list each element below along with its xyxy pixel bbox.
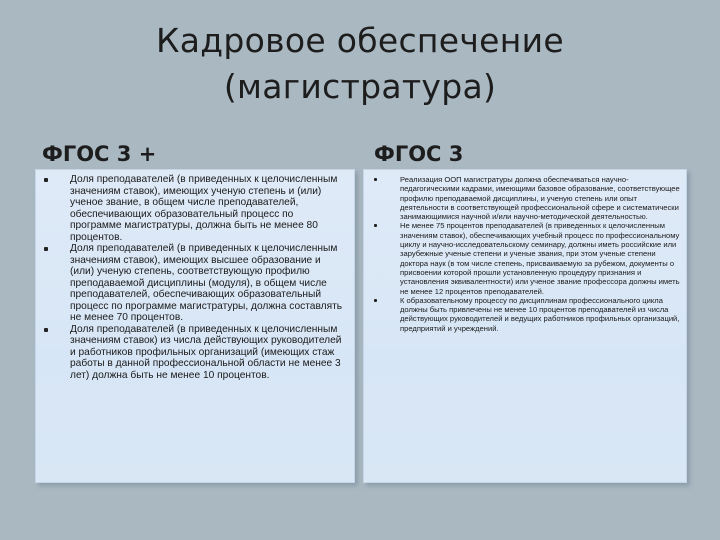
bullet-icon <box>44 247 48 251</box>
bullet-icon <box>374 178 377 181</box>
list-item <box>70 174 346 243</box>
list-item <box>400 175 680 221</box>
right-column-heading: ФГОС 3 <box>374 142 464 166</box>
left-bullet-list <box>70 174 346 381</box>
slide-title-line-1: Кадровое обеспечение <box>155 21 565 60</box>
right-content-panel <box>363 169 687 483</box>
list-item <box>70 324 346 382</box>
left-column-heading: ФГОС 3 + <box>42 142 157 166</box>
bullet-icon <box>374 224 377 227</box>
slide-title <box>80 18 640 110</box>
left-content-panel <box>35 169 355 483</box>
list-item <box>400 296 680 333</box>
bullet-icon <box>374 299 377 302</box>
bullet-icon <box>44 178 48 182</box>
list-item-text: Реализация ООП магистратуры должна обеспечиваться научно-педагогическими кадрами, имеющими базовое образование, соответствующее профилю преподаваемой дисциплины, и ученую степень или опыт деятельности в соответствующей профессиональной сфере и систематически занимающимися научной и/или научно-методической деятельностью. <box>400 175 680 222</box>
list-item-text: Доля преподавателей (в приведенных к целочисленным значениям ставок) из числа действующих руководителей и работников профильных организаций (имеющих стаж работы в данной профессиональной области не менее 3 лет) должна быть не менее 10 процентов. <box>70 323 342 381</box>
list-item-text: Доля преподавателей (в приведенных к целочисленным значениям ставок), имеющих высшее образование и (или) ученую степень, соответствующую профилю преподаваемой дисциплины (модуля), в общем числе преподавателей, обеспечивающих образовательный процесс по программе магистратуры, должна составлять не менее 70 процентов. <box>70 243 343 323</box>
list-item <box>70 243 346 324</box>
list-item-text: Не менее 75 процентов преподавателей (в приведенных к целочисленным значениям ставок), обеспечивающих учебный процесс по профессиональному циклу и научно-исследовательскому семинару, должны иметь российские или зарубежные ученые степени и ученые звания, при этом ученые степени доктора наук (в том числе степень, присваиваемую за рубежом, документы о присвоении которой прошли установленную процедуру признания и установления эквивалентности) или ученое звание профессора должны иметь не менее 12 процентов преподавателей. <box>400 221 680 296</box>
list-item-text: Доля преподавателей (в приведенных к целочисленным значениям ставок), имеющих ученую степень и (или) ученое звание, в общем числе преподавателей, обеспечивающих образовательный процесс по программе магистратуры, должна быть не менее 80 процентов. <box>70 174 338 243</box>
right-bullet-list <box>400 175 680 333</box>
list-item <box>400 221 680 295</box>
bullet-icon <box>44 328 48 332</box>
slide-title-line-2: (магистратура) <box>223 67 497 106</box>
list-item-text: К образовательному процессу по дисциплинам профессионального цикла должны быть привлечены не менее 10 процентов преподавателей из числа действующих руководителей и ведущих работников профильных организаций, предприятий и учреждений. <box>400 295 680 333</box>
